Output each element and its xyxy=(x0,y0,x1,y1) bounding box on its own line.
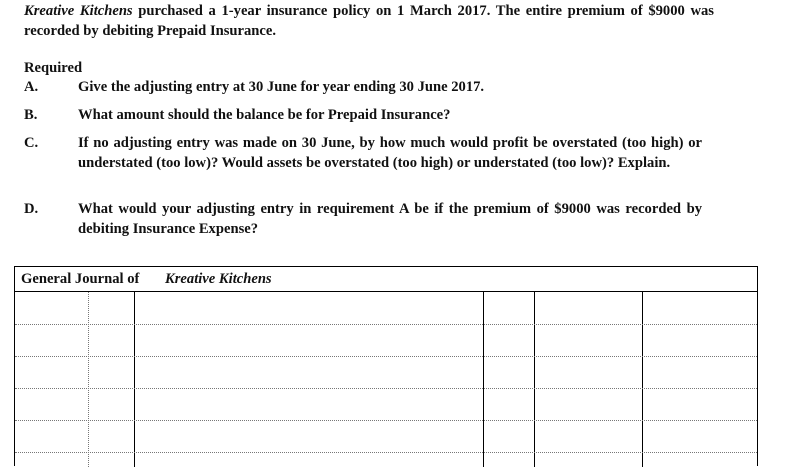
column-divider xyxy=(642,292,643,467)
column-divider xyxy=(483,292,484,467)
question-letter: B. xyxy=(24,107,38,123)
question-text: What amount should the balance be for Prepaid Insurance? xyxy=(78,107,451,123)
question-letter: A. xyxy=(24,79,39,95)
question-letter: C. xyxy=(24,135,39,151)
row-divider xyxy=(15,356,757,357)
intro-text: purchased a 1-year insurance policy on 1 March 2017. The entire premium of $9000 was recorded by debiting Prepaid Insurance. xyxy=(24,3,714,39)
column-divider xyxy=(134,292,135,467)
column-divider xyxy=(88,292,89,467)
general-journal-table xyxy=(14,266,758,466)
row-divider xyxy=(15,452,757,453)
question-text: What would your adjusting entry in requirement A be if the premium of $9000 was recorded by debiting Insurance Expense? xyxy=(78,201,702,237)
question-letter: D. xyxy=(24,201,39,217)
row-divider xyxy=(15,420,757,421)
required-heading: Required xyxy=(24,60,83,76)
question-a xyxy=(24,77,714,97)
question-c xyxy=(24,133,714,193)
journal-title: General Journal of xyxy=(21,271,140,287)
row-divider xyxy=(15,388,757,389)
journal-company: Kreative Kitchens xyxy=(165,271,272,287)
journal-grid xyxy=(15,292,757,467)
question-text: Give the adjusting entry at 30 June for year ending 30 June 2017. xyxy=(78,79,485,95)
question-text: If no adjusting entry was made on 30 June, by how much would profit be overstated (too high) or understated (too low)? Would assets be overstated (too high) or understated (too low)? Explain. xyxy=(78,135,702,171)
row-divider xyxy=(15,324,757,325)
question-d xyxy=(24,199,714,239)
question-b xyxy=(24,105,714,125)
column-divider xyxy=(534,292,535,467)
journal-title-row xyxy=(15,267,757,292)
company-name: Kreative Kitchens xyxy=(24,3,133,19)
intro-paragraph xyxy=(24,1,714,41)
